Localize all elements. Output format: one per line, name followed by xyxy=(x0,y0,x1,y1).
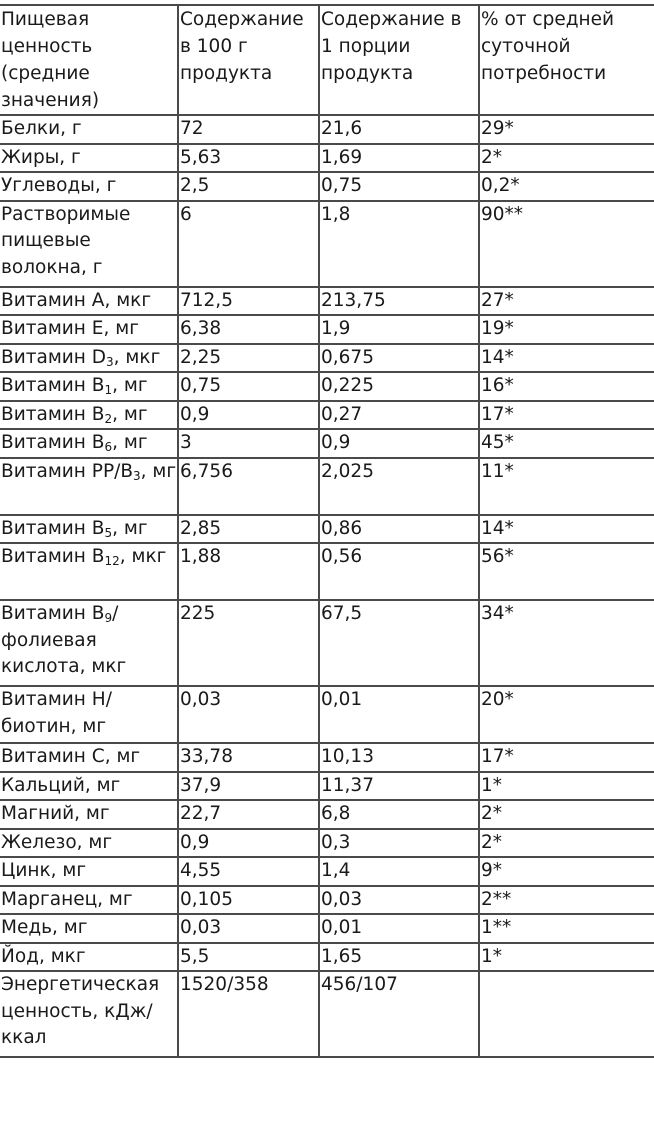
table-header-row xyxy=(0,5,654,115)
value-per-serving: 0,01 xyxy=(319,686,479,743)
table-row xyxy=(0,600,654,686)
value-per-serving: 2,025 xyxy=(319,458,479,515)
nutrient-name: Витамин Е, мг xyxy=(0,315,178,344)
value-per-100g: 72 xyxy=(178,115,319,144)
value-daily-percent: 19* xyxy=(479,315,654,344)
nutrient-name-main: Витамин PP/B xyxy=(1,460,134,482)
nutrition-table xyxy=(0,4,654,1058)
value-per-100g: 1,88 xyxy=(178,543,319,600)
nutrient-name: Энергетическая ценность, кДж/ ккал xyxy=(0,971,178,1057)
table-row xyxy=(0,686,654,743)
header-per-100g: Содержание в 100 г продукта xyxy=(178,5,319,115)
value-daily-percent: 27* xyxy=(479,287,654,316)
value-daily-percent: 34* xyxy=(479,600,654,686)
nutrient-name: Железо, мг xyxy=(0,829,178,858)
value-per-100g: 225 xyxy=(178,600,319,686)
value-daily-percent: 1* xyxy=(479,772,654,801)
value-per-100g: 712,5 xyxy=(178,287,319,316)
nutrient-subscript: 12 xyxy=(104,554,120,568)
value-per-100g: 2,5 xyxy=(178,172,319,201)
value-per-100g: 6,756 xyxy=(178,458,319,515)
nutrient-name xyxy=(0,372,178,401)
table-row xyxy=(0,144,654,173)
nutrient-unit: , мг xyxy=(140,460,177,482)
nutrient-name xyxy=(0,344,178,373)
header-per-serving: Содержание в 1 порции продукта xyxy=(319,5,479,115)
value-daily-percent: 56* xyxy=(479,543,654,600)
table-row xyxy=(0,857,654,886)
nutrient-unit: , мг xyxy=(112,517,148,539)
nutrient-subscript: 6 xyxy=(104,440,113,454)
nutrient-subscript: 1 xyxy=(104,383,113,397)
nutrient-name-main: Витамин B xyxy=(1,517,105,539)
nutrient-name: Жиры, г xyxy=(0,144,178,173)
nutrient-subscript: 9 xyxy=(104,611,113,625)
nutrient-name: Магний, мг xyxy=(0,800,178,829)
value-per-serving: 0,03 xyxy=(319,886,479,915)
value-daily-percent: 17* xyxy=(479,743,654,772)
table-row xyxy=(0,914,654,943)
nutrient-name xyxy=(0,515,178,544)
value-per-100g: 6,38 xyxy=(178,315,319,344)
nutrient-name-main: Витамин B xyxy=(1,403,105,425)
nutrient-unit: , мг xyxy=(112,432,148,453)
table-row xyxy=(0,800,654,829)
value-per-serving: 0,9 xyxy=(319,429,479,458)
nutrient-name-main: Витамин B xyxy=(1,375,105,396)
nutrient-subscript: 2 xyxy=(104,411,113,426)
value-per-serving: 0,86 xyxy=(319,515,479,544)
value-daily-percent: 11* xyxy=(479,458,654,515)
value-daily-percent: 17* xyxy=(479,401,654,430)
table-row xyxy=(0,943,654,972)
value-per-serving: 1,8 xyxy=(319,201,479,287)
value-per-serving: 6,8 xyxy=(319,800,479,829)
value-daily-percent: 14* xyxy=(479,344,654,373)
value-per-100g: 0,75 xyxy=(178,372,319,401)
value-per-serving: 67,5 xyxy=(319,600,479,686)
table-row xyxy=(0,372,654,401)
value-daily-percent: 2* xyxy=(479,144,654,173)
table-row xyxy=(0,772,654,801)
table-row xyxy=(0,201,654,287)
nutrient-name: Углеводы, г xyxy=(0,172,178,201)
nutrient-name: Белки, г xyxy=(0,115,178,144)
value-daily-percent: 29* xyxy=(479,115,654,144)
value-per-serving: 0,675 xyxy=(319,344,479,373)
value-daily-percent: 1* xyxy=(479,943,654,972)
nutrient-name: Медь, мг xyxy=(0,914,178,943)
table-row xyxy=(0,344,654,373)
value-daily-percent: 2* xyxy=(479,800,654,829)
nutrient-unit: , мг xyxy=(112,375,148,396)
nutrient-name: Кальций, мг xyxy=(0,772,178,801)
value-daily-percent: 45* xyxy=(479,429,654,458)
value-daily-percent: 90** xyxy=(479,201,654,287)
nutrient-unit: , мкг xyxy=(119,546,167,567)
table-row xyxy=(0,401,654,430)
value-daily-percent: 20* xyxy=(479,686,654,743)
value-per-100g: 2,85 xyxy=(178,515,319,544)
value-per-serving: 1,69 xyxy=(319,144,479,173)
value-per-serving: 10,13 xyxy=(319,743,479,772)
nutrient-name xyxy=(0,401,178,430)
value-daily-percent: 16* xyxy=(479,372,654,401)
nutrient-unit: , мг xyxy=(112,403,148,425)
value-daily-percent: 9* xyxy=(479,857,654,886)
value-per-100g: 37,9 xyxy=(178,772,319,801)
value-per-100g: 3 xyxy=(178,429,319,458)
nutrient-name-main: Витамин D xyxy=(1,346,107,368)
value-per-100g: 0,03 xyxy=(178,914,319,943)
table-row xyxy=(0,115,654,144)
value-per-serving: 0,75 xyxy=(319,172,479,201)
nutrient-subscript: 3 xyxy=(106,354,114,369)
value-per-serving: 0,56 xyxy=(319,543,479,600)
nutrient-unit: / фолиевая кислота, мкг xyxy=(1,603,127,677)
value-per-serving: 1,4 xyxy=(319,857,479,886)
nutrient-name: Цинк, мг xyxy=(0,857,178,886)
value-per-100g: 0,9 xyxy=(178,829,319,858)
value-per-100g: 2,25 xyxy=(178,344,319,373)
value-daily-percent: 0,2* xyxy=(479,172,654,201)
table-row xyxy=(0,172,654,201)
value-per-100g: 5,63 xyxy=(178,144,319,173)
value-per-serving: 0,3 xyxy=(319,829,479,858)
table-row xyxy=(0,743,654,772)
nutrient-name xyxy=(0,600,178,686)
table-row xyxy=(0,971,654,1057)
nutrient-name: Витамин Н/ биотин, мг xyxy=(0,686,178,743)
table-row xyxy=(0,829,654,858)
value-per-serving: 456/107 xyxy=(319,971,479,1057)
table-row xyxy=(0,458,654,515)
nutrient-name: Растворимые пищевые волокна, г xyxy=(0,201,178,287)
value-per-100g: 0,9 xyxy=(178,401,319,430)
value-daily-percent: 1** xyxy=(479,914,654,943)
table-row xyxy=(0,287,654,316)
table-row xyxy=(0,515,654,544)
value-per-serving: 1,9 xyxy=(319,315,479,344)
value-per-100g: 6 xyxy=(178,201,319,287)
value-daily-percent: 2* xyxy=(479,829,654,858)
value-per-100g: 1520/358 xyxy=(178,971,319,1057)
value-per-serving: 0,225 xyxy=(319,372,479,401)
value-per-serving: 1,65 xyxy=(319,943,479,972)
nutrient-subscript: 3 xyxy=(133,468,141,483)
nutrient-name: Марганец, мг xyxy=(0,886,178,915)
value-per-100g: 22,7 xyxy=(178,800,319,829)
table-row xyxy=(0,886,654,915)
nutrient-name xyxy=(0,458,178,515)
nutrient-subscript: 5 xyxy=(104,525,113,540)
value-daily-percent xyxy=(479,971,654,1057)
value-per-100g: 0,105 xyxy=(178,886,319,915)
value-daily-percent: 14* xyxy=(479,515,654,544)
nutrient-name: Витамин С, мг xyxy=(0,743,178,772)
value-per-serving: 11,37 xyxy=(319,772,479,801)
value-per-serving: 0,01 xyxy=(319,914,479,943)
nutrient-name-main: Витамин B xyxy=(1,603,105,624)
header-nutrition-value: Пищевая ценность (средние значения) xyxy=(0,5,178,115)
value-per-100g: 0,03 xyxy=(178,686,319,743)
nutrient-name xyxy=(0,543,178,600)
value-daily-percent: 2** xyxy=(479,886,654,915)
nutrient-name: Витамин А, мкг xyxy=(0,287,178,316)
value-per-100g: 33,78 xyxy=(178,743,319,772)
table-row xyxy=(0,429,654,458)
table-row xyxy=(0,543,654,600)
nutrient-name: Йод, мкг xyxy=(0,943,178,972)
table-row xyxy=(0,315,654,344)
value-per-serving: 0,27 xyxy=(319,401,479,430)
nutrient-name-main: Витамин B xyxy=(1,546,105,567)
value-per-100g: 5,5 xyxy=(178,943,319,972)
header-daily-percent: % от средней суточной потребности xyxy=(479,5,654,115)
nutrient-name-main: Витамин B xyxy=(1,432,105,453)
nutrient-name xyxy=(0,429,178,458)
value-per-100g: 4,55 xyxy=(178,857,319,886)
value-per-serving: 213,75 xyxy=(319,287,479,316)
value-per-serving: 21,6 xyxy=(319,115,479,144)
nutrient-unit: , мкг xyxy=(113,346,161,368)
